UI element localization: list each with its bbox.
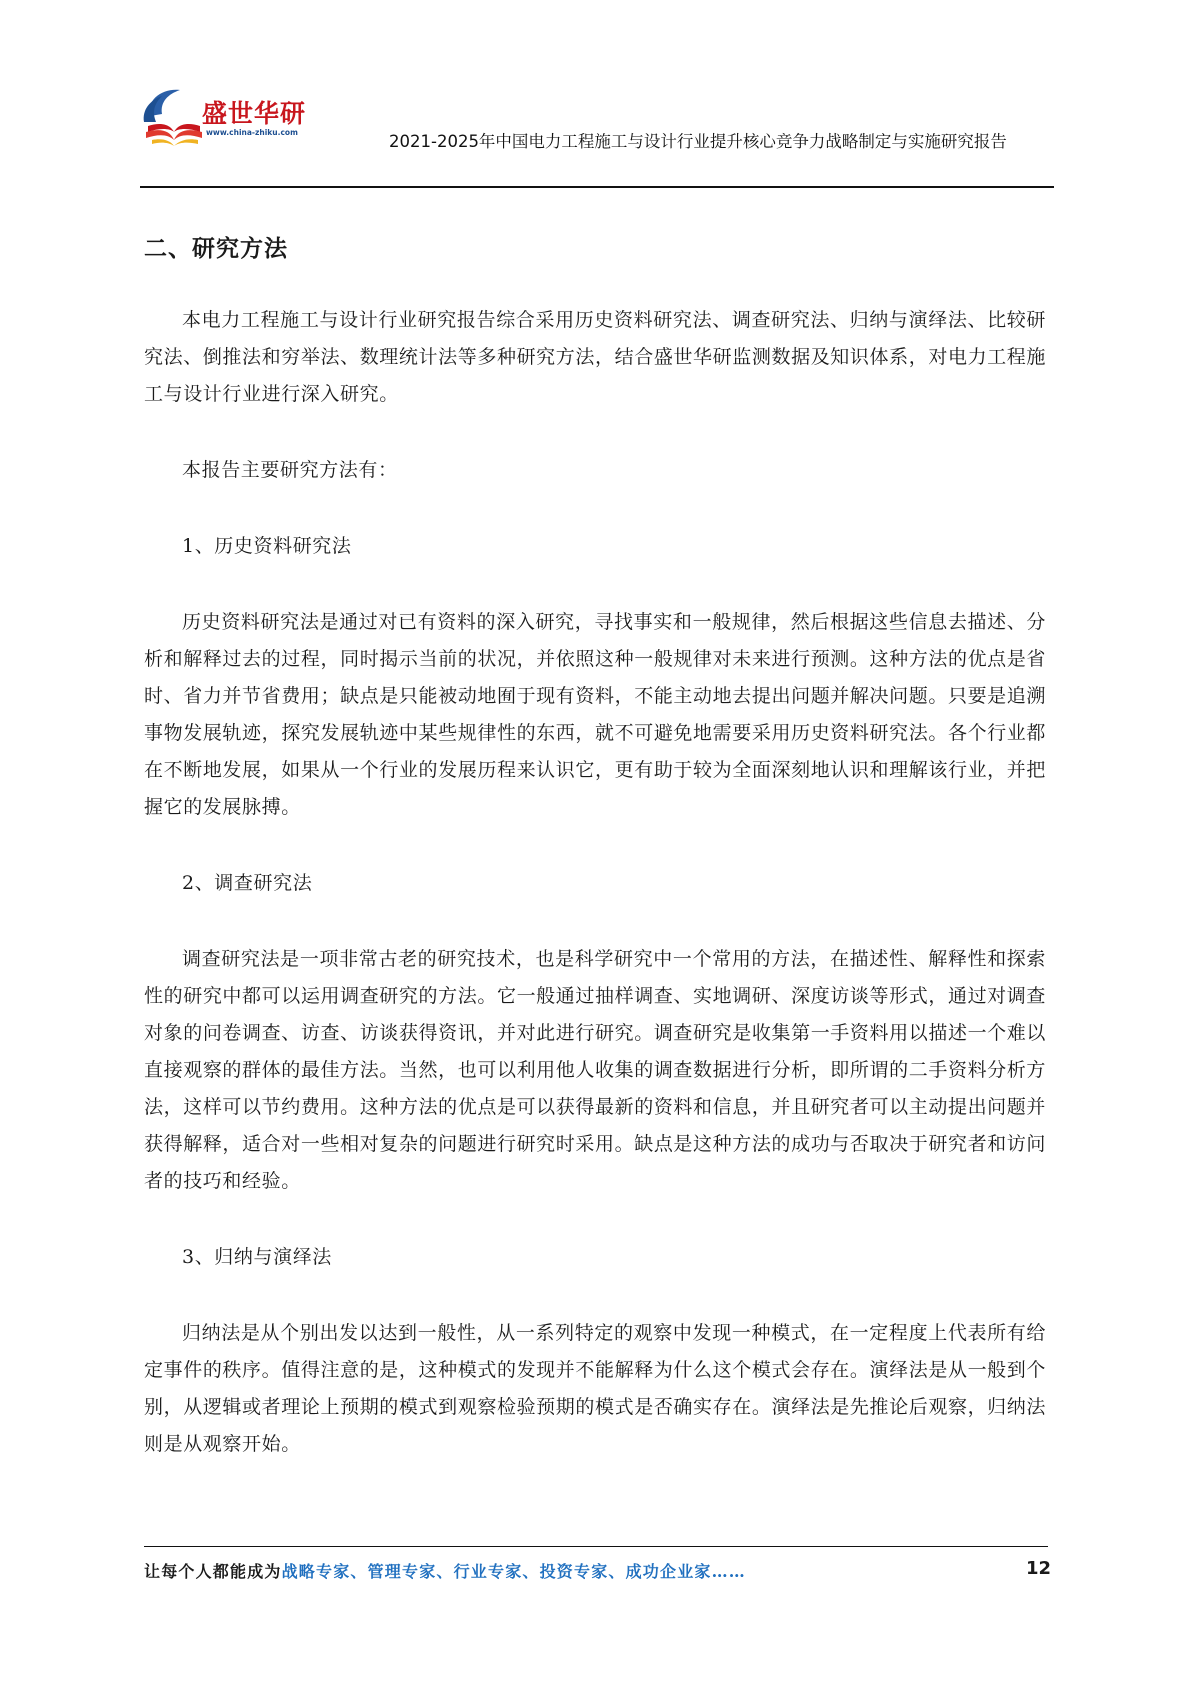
- footer-divider: [144, 1546, 1048, 1547]
- footer-slogan-highlight: 战略专家、管理专家、行业专家、投资专家、成功企业家……: [281, 1562, 747, 1581]
- method-body-history: 历史资料研究法是通过对已有资料的深入研究，寻找事实和一般规律，然后根据这些信息去描述、分析和解释过去的过程，同时揭示当前的状况，并依照这种一般规律对未来进行预测。这种方法的优点是省时、省力并节省费用；缺点是只能被动地囿于现有资料，不能主动地去提出问题并解决问题。只要是追溯事物发展轨迹，探究发展轨迹中某些规律性的东西，就不可避免地需要采用历史资料研究法。各个行业都在不断地发展，如果从一个行业的发展历程来认识它，更有助于较为全面深刻地认识和理解该行业，并把握它的发展脉搏。: [144, 611, 1046, 818]
- page-content: [144, 232, 1046, 1502]
- report-title: 2021-2025年中国电力工程施工与设计行业提升核心竞争力战略制定与实施研究报告: [389, 132, 1007, 151]
- footer-slogan: [144, 1560, 746, 1584]
- method-heading-history: 1、历史资料研究法: [182, 535, 352, 557]
- intro-paragraph: 本电力工程施工与设计行业研究报告综合采用历史资料研究法、调查研究法、归纳与演绎法、比较研究法、倒推法和穷举法、数理统计法等多种研究方法，结合盛世华研监测数据及知识体系，对电力工程施工与设计行业进行深入研究。: [144, 309, 1046, 405]
- logo-website: www.china-zhiku.com: [206, 128, 298, 137]
- logo-brand-name: 盛世华研: [202, 99, 307, 128]
- method-heading-survey: 2、调查研究法: [182, 872, 313, 894]
- section-title: 二、研究方法: [144, 236, 288, 262]
- method-body-induction: 归纳法是从个别出发以达到一般性，从一系列特定的观察中发现一种模式，在一定程度上代表所有给定事件的秩序。值得注意的是，这种模式的发现并不能解释为什么这个模式会存在。演绎法是从一般到个别，从逻辑或者理论上预期的模式到观察检验预期的模式是否确实存在。演绎法是先推论后观察，归纳法则是从观察开始。: [144, 1322, 1046, 1455]
- page-number: 12: [1025, 1558, 1051, 1579]
- methods-intro: 本报告主要研究方法有：: [182, 459, 398, 481]
- method-body-survey: 调查研究法是一项非常古老的研究技术，也是科学研究中一个常用的方法，在描述性、解释性和探索性的研究中都可以运用调查研究的方法。它一般通过抽样调查、实地调研、深度访谈等形式，通过对调查对象的问卷调查、访查、访谈获得资讯，并对此进行研究。调查研究是收集第一手资料用以描述一个难以直接观察的群体的最佳方法。当然，也可以利用他人收集的调查数据进行分析，即所谓的二手资料分析方法，这样可以节约费用。这种方法的优点是可以获得最新的资料和信息，并且研究者可以主动提出问题并获得解释，适合对一些相对复杂的问题进行研究时采用。缺点是这种方法的成功与否取决于研究者和访问者的技巧和经验。: [144, 948, 1046, 1192]
- method-heading-induction: 3、归纳与演绎法: [182, 1246, 332, 1268]
- header-divider: [140, 186, 1054, 188]
- footer-slogan-lead: 让每个人都能成为: [144, 1562, 282, 1581]
